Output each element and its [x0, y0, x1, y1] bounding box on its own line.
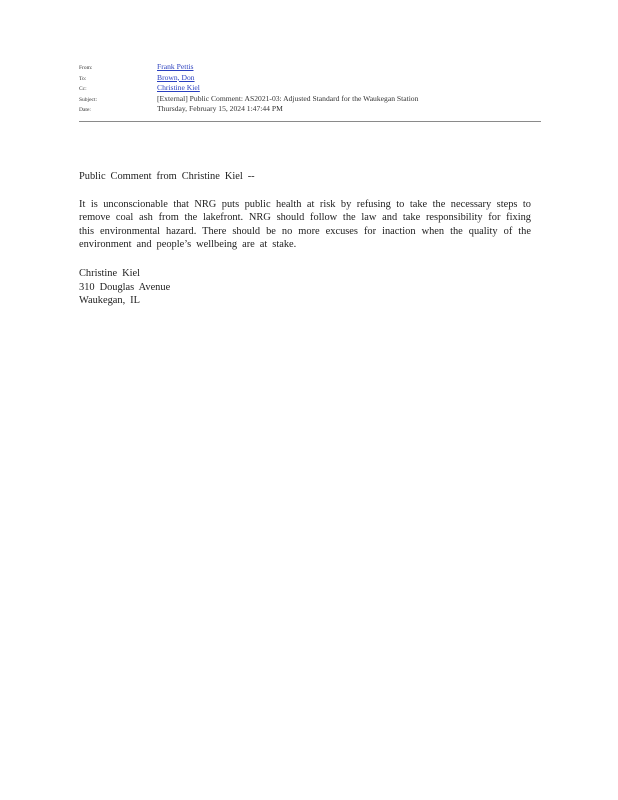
subject-label: Subject: [79, 96, 98, 103]
signature-name: Christine Kiel [79, 268, 140, 279]
to-row [79, 73, 541, 84]
comment-intro: Public Comment from Christine Kiel -- [79, 171, 255, 182]
date-value: Thursday, February 15, 2024 1:47:44 PM [157, 104, 283, 114]
cc-link[interactable]: Christine Kiel [157, 83, 200, 93]
email-header [79, 62, 541, 115]
header-divider [79, 121, 541, 122]
from-link[interactable]: Frank Pettis [157, 62, 194, 71]
to-label: To: [79, 75, 87, 82]
subject-value: [External] Public Comment: AS2021-03: Adjusted Standard for the Waukegan Station [157, 93, 419, 103]
from-label: From: [79, 65, 93, 71]
cc-row [79, 83, 541, 94]
subject-row [79, 94, 541, 105]
signature-city: Waukegan, IL [79, 295, 140, 307]
date-row [79, 104, 541, 115]
signature-block [79, 267, 541, 308]
signature-street: 310 Douglas Avenue [79, 281, 171, 293]
date-label: Date: [79, 107, 91, 114]
from-row [79, 62, 541, 73]
to-link[interactable]: Brown, Don [157, 72, 195, 82]
cc-label: Cc: [79, 86, 87, 93]
comment-paragraph: It is unconscionable that NRG puts public health at risk by refusing to take the necessary steps to remove coal ash from the lakefront. NRG should follow the law and take responsibility for fixing this environmental hazard. There should be no more excuses for inaction when the quality of the environment and people’s wellbeing are at stake. [79, 199, 531, 251]
